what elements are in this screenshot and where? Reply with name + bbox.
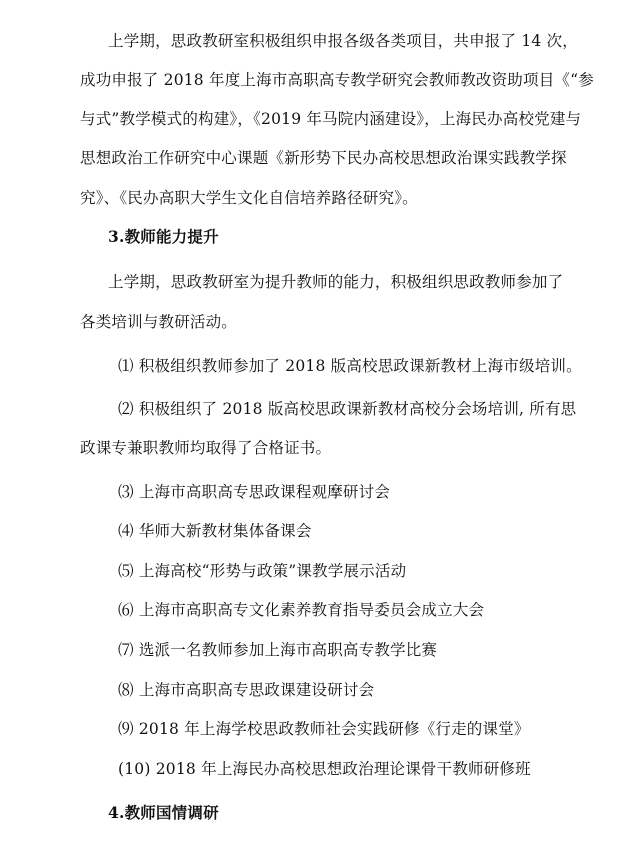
list-item: ⑸ 上海高校“形势与政策”课教学展示活动	[118, 562, 407, 580]
list-item: ⑺ 选派一名教师参加上海市高职高专教学比赛	[118, 641, 438, 659]
paragraph-line: 究》、《民办高职大学生文化自信培养路径研究》。	[80, 189, 418, 207]
list-item: ⑶ 上海市高职高专思政课程观摩研讨会	[118, 483, 391, 501]
list-item: ⑷ 华师大新教材集体备课会	[118, 522, 312, 540]
list-item: ⑴ 积极组织教师参加了 2018 版高校思政课新教材上海市级培训。	[118, 357, 582, 375]
list-item: ⑵ 积极组织了 2018 版高校思政课新教材高校分会场培训, 所有思	[118, 400, 577, 418]
paragraph-line: 各类培训与教研活动。	[80, 313, 238, 331]
paragraph-line: 思想政治工作研究中心课题《新形势下民办高校思想政治课实践教学探	[80, 149, 567, 167]
list-item: (10) 2018 年上海民办高校思想政治理论课骨干教师研修班	[118, 760, 531, 778]
paragraph-line: 上学期，思政教研室为提升教师的能力，积极组织思政教师参加了	[108, 273, 564, 291]
section-heading: 3.教师能力提升	[108, 227, 219, 246]
section-heading: 4.教师国情调研	[108, 803, 219, 822]
list-item: ⑻ 上海市高职高专思政课建设研讨会	[118, 681, 375, 699]
paragraph-line: 与式”教学模式的构建》，《2019 年马院内涵建设》，上海民办高校党建与	[80, 110, 582, 128]
paragraph-line: 上学期，思政教研室积极组织申报各级各类项目，共申报了 14 次，	[108, 32, 578, 50]
paragraph-line: 成功申报了 2018 年度上海市高职高专教学研究会教师教改资助项目《“参	[80, 71, 594, 89]
list-item: ⑹ 上海市高职高专文化素养教育指导委员会成立大会	[118, 601, 485, 619]
list-item-continuation: 政课专兼职教师均取得了合格证书。	[80, 439, 332, 457]
list-item: ⑼ 2018 年上海学校思政教师社会实践研修《行走的课堂》	[118, 720, 530, 738]
